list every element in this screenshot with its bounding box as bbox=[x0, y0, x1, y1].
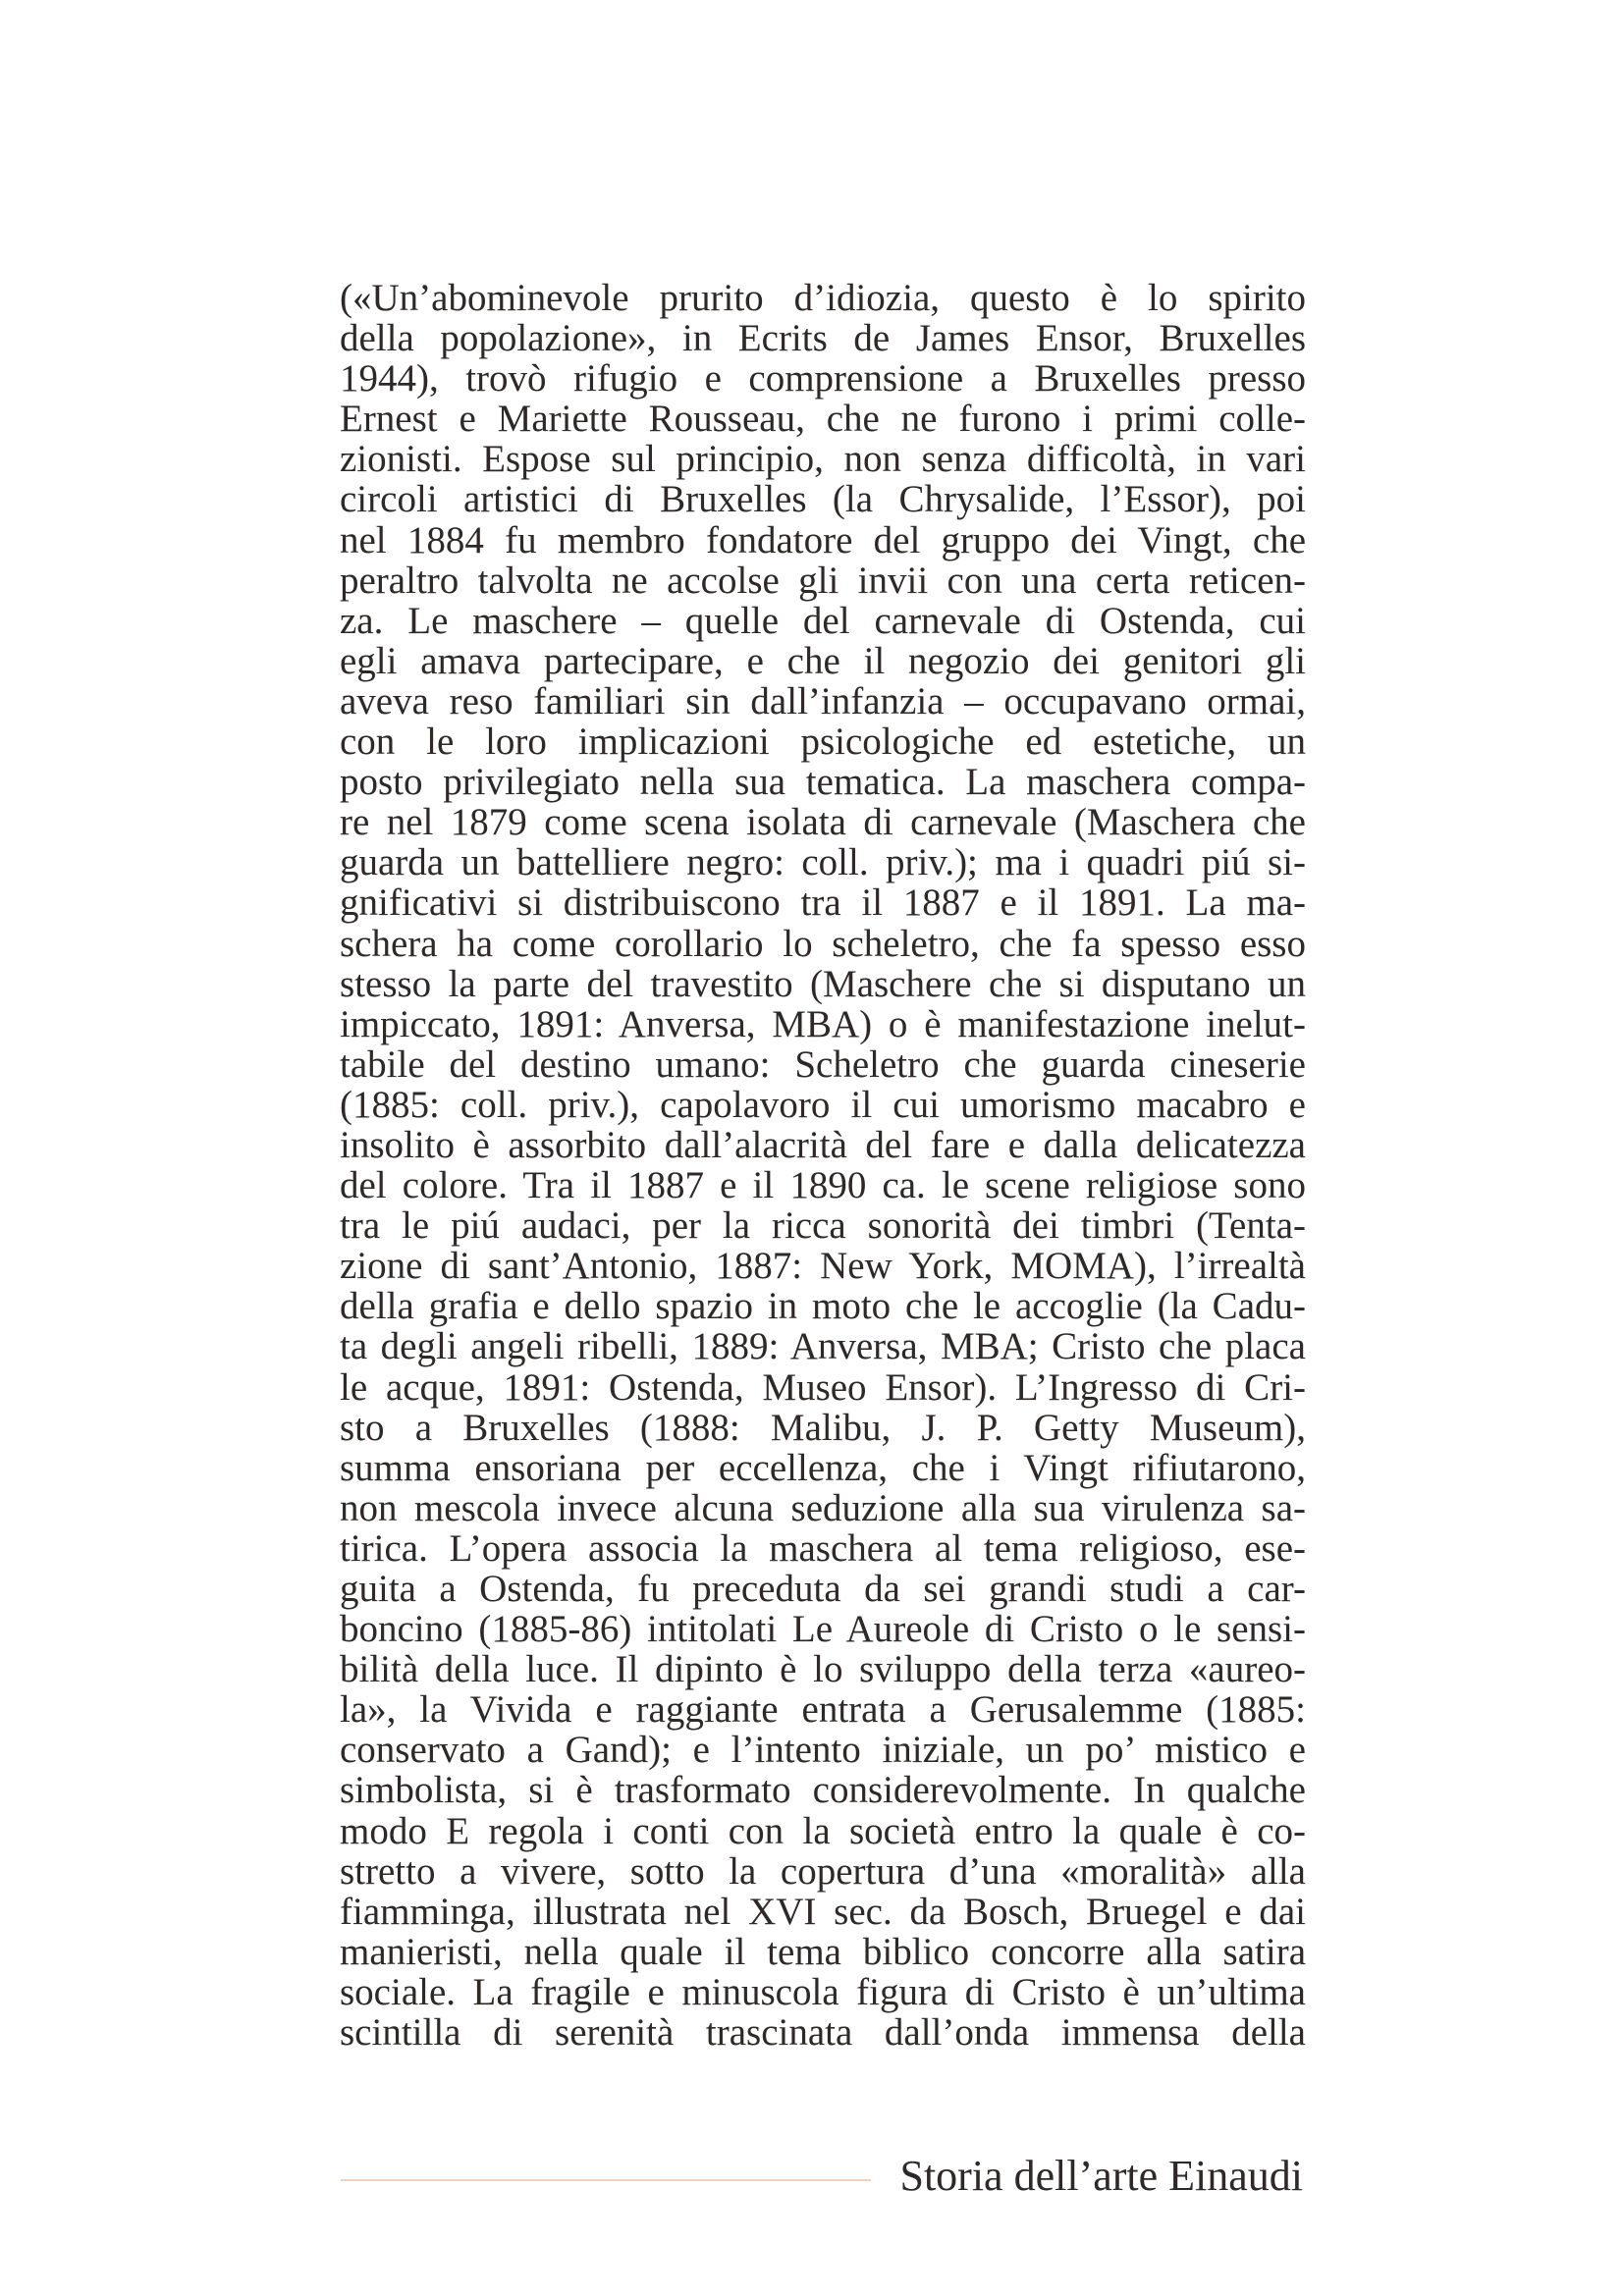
text-line: gnificativi si distribuiscono tra il 1887 e il 1891. La ma- bbox=[340, 881, 1306, 925]
text-line: 1944), trovò rifugio e comprensione a Bruxelles presso bbox=[340, 357, 1306, 400]
text-line: posto privilegiato nella sua tematica. La maschera compa- bbox=[340, 761, 1306, 804]
text-line: manieristi, nella quale il tema biblico concorre alla satira bbox=[340, 1930, 1306, 1973]
text-line: fiamminga, illustrata nel XVI sec. da Bosch, Bruegel e dai bbox=[340, 1890, 1306, 1933]
text-line: della grafia e dello spazio in moto che le accoglie (la Cadu- bbox=[340, 1285, 1306, 1328]
text-line: modo E regola i conti con la società entro la quale è co- bbox=[340, 1809, 1306, 1852]
text-line: scintilla di serenità trascinata dall’onda immensa della bbox=[340, 2011, 1306, 2055]
text-line: aveva reso familiari sin dall’infanzia – occupavano ormai, bbox=[340, 679, 1306, 722]
text-line: simbolista, si è trasformato considerevolmente. In qualche bbox=[340, 1769, 1306, 1812]
text-line: insolito è assorbito dall’alacrità del fare e dalla delicatezza bbox=[340, 1123, 1306, 1166]
text-line: stesso la parte del travestito (Maschere che si disputano un bbox=[340, 962, 1306, 1005]
text-line: della popolazione», in Ecrits de James Ensor, Bruxelles bbox=[340, 317, 1306, 360]
text-line: non mescola invece alcuna seduzione alla sua virulenza sa- bbox=[340, 1486, 1306, 1529]
footer-title: Storia dell’arte Einaudi bbox=[899, 2152, 1303, 2200]
text-line: Ernest e Mariette Rousseau, che ne furono i primi colle- bbox=[340, 398, 1306, 441]
text-line: zione di sant’Antonio, 1887: New York, MOMA), l’irrealtà bbox=[340, 1245, 1306, 1288]
text-line: sociale. La fragile e minuscola figura di Cristo è un’ultima bbox=[340, 1970, 1306, 2013]
text-line: nel 1884 fu membro fondatore del gruppo dei Vingt, che bbox=[340, 518, 1306, 561]
text-line: ta degli angeli ribelli, 1889: Anversa, MBA; Cristo che placa bbox=[340, 1325, 1306, 1368]
text-line: le acque, 1891: Ostenda, Museo Ensor). L’Ingresso di Cri- bbox=[340, 1365, 1306, 1409]
text-line: conservato a Gand); e l’intento iniziale, un po’ mistico e bbox=[340, 1729, 1306, 1772]
text-line: guarda un battelliere negro: coll. priv.); ma i quadri piú si- bbox=[340, 841, 1306, 884]
text-line: impiccato, 1891: Anversa, MBA) o è manifestazione inelut- bbox=[340, 1002, 1306, 1045]
text-line: boncino (1885-86) intitolati Le Aureole di Cristo o le sensi- bbox=[340, 1608, 1306, 1651]
text-line: tirica. L’opera associa la maschera al tema religioso, ese- bbox=[340, 1526, 1306, 1570]
text-line: egli amava partecipare, e che il negozio dei genitori gli bbox=[340, 639, 1306, 682]
footer-rule bbox=[341, 2179, 871, 2181]
text-line: peraltro talvolta ne accolse gli invii con una certa reticen- bbox=[340, 559, 1306, 602]
text-line: sto a Bruxelles (1888: Malibu, J. P. Getty Museum), bbox=[340, 1406, 1306, 1449]
text-line: schera ha come corollario lo scheletro, che fa spesso esso bbox=[340, 922, 1306, 965]
text-line: tra le piú audaci, per la ricca sonorità dei timbri (Tenta- bbox=[340, 1204, 1306, 1248]
text-line: del colore. Tra il 1887 e il 1890 ca. le scene religiose sono bbox=[340, 1164, 1306, 1207]
text-line: tabile del destino umano: Scheletro che guarda cineserie bbox=[340, 1042, 1306, 1086]
text-line: summa ensoriana per eccellenza, che i Vingt rifiutarono, bbox=[340, 1446, 1306, 1489]
text-line: stretto a vivere, sotto la copertura d’una «moralità» alla bbox=[340, 1849, 1306, 1893]
body-text bbox=[340, 278, 1306, 2053]
text-line: za. Le maschere – quelle del carnevale di Ostenda, cui bbox=[340, 599, 1306, 642]
text-line: re nel 1879 come scena isolata di carnevale (Maschera che bbox=[340, 801, 1306, 844]
text-line: bilità della luce. Il dipinto è lo sviluppo della terza «aureo- bbox=[340, 1648, 1306, 1691]
text-line: zionisti. Espose sul principio, non senza difficoltà, in vari bbox=[340, 438, 1306, 481]
text-line: guita a Ostenda, fu preceduta da sei grandi studi a car- bbox=[340, 1568, 1306, 1610]
text-line: con le loro implicazioni psicologiche ed estetiche, un bbox=[340, 721, 1306, 764]
text-line: circoli artistici di Bruxelles (la Chrysalide, l’Essor), poi bbox=[340, 478, 1306, 521]
text-line: la», la Vivida e raggiante entrata a Gerusalemme (1885: bbox=[340, 1688, 1306, 1732]
text-line: («Un’abominevole prurito d’idiozia, questo è lo spirito bbox=[340, 277, 1306, 319]
text-line: (1885: coll. priv.), capolavoro il cui umorismo macabro e bbox=[340, 1083, 1306, 1126]
